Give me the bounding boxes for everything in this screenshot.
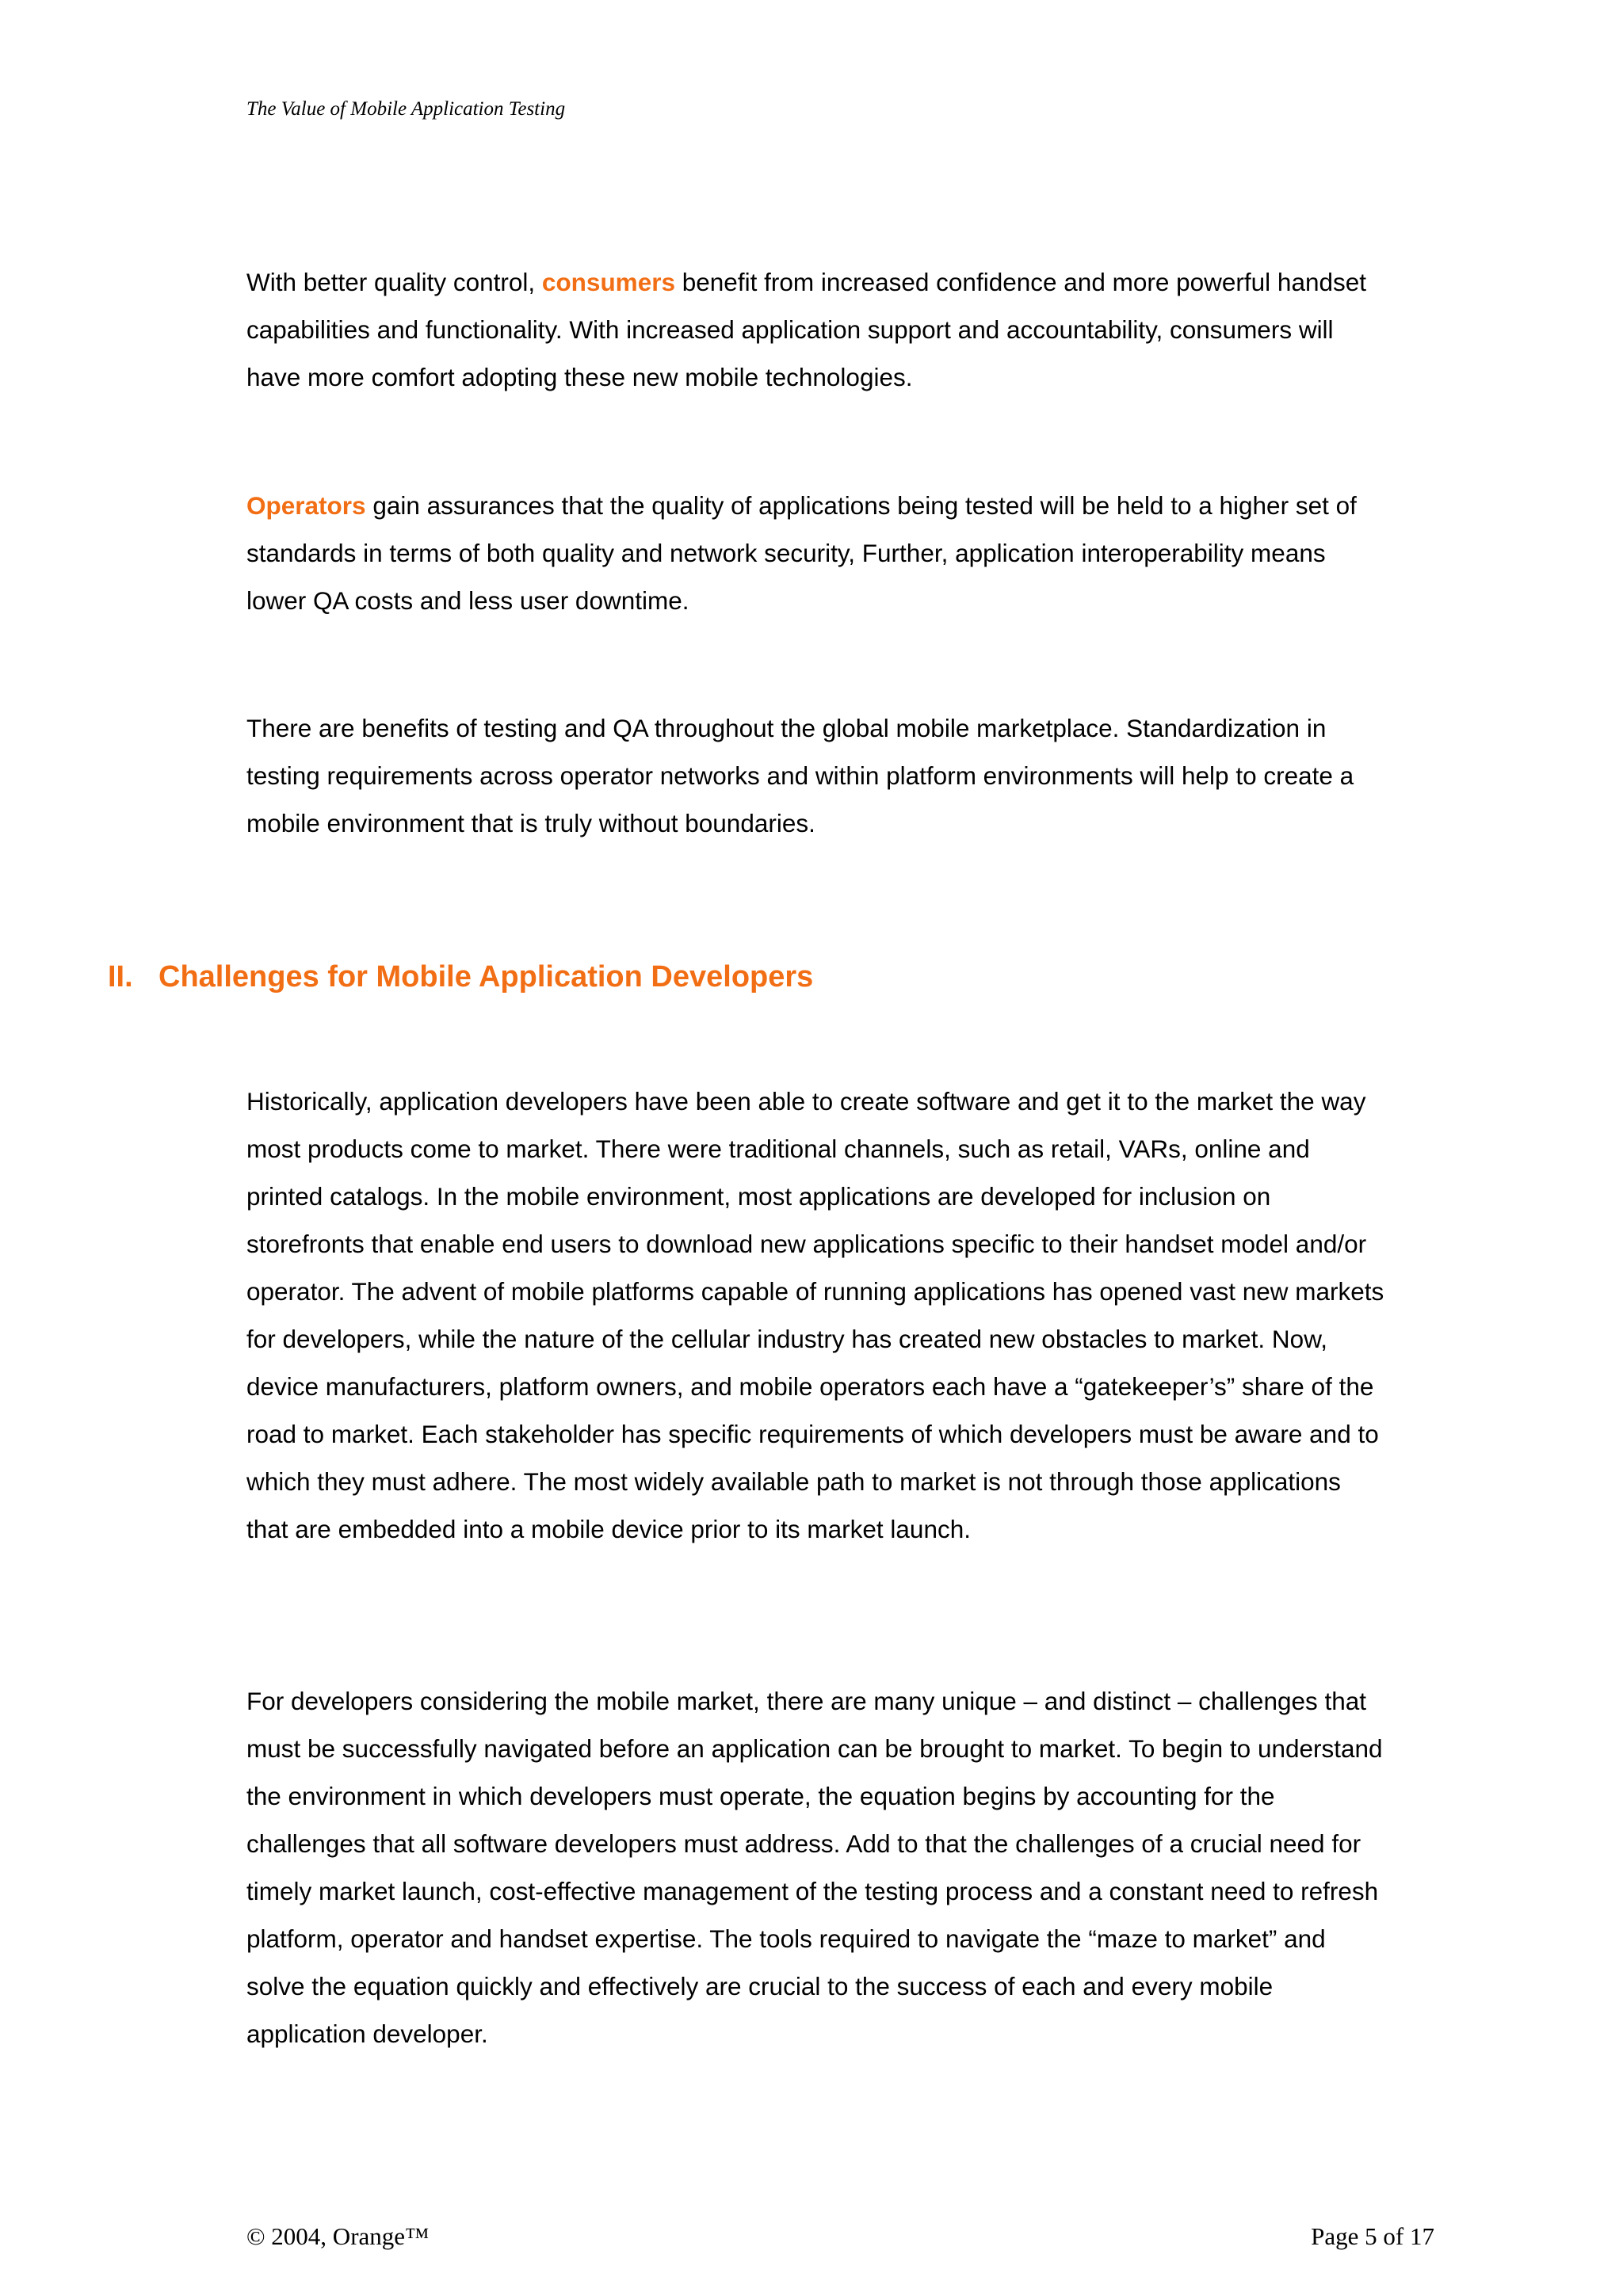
section-number: II. xyxy=(108,960,133,994)
footer-page-number: Page 5 of 17 xyxy=(1311,2222,1434,2250)
paragraph-text: With better quality control, xyxy=(246,268,542,296)
marketplace-paragraph: There are benefits of testing and QA throughout the global mobile marketplace. Standardization in testing requirements across operator networks and within platform environments will help to create a mobile environment that is truly without boundaries. xyxy=(246,714,1354,837)
consumers-highlight: consumers xyxy=(541,268,675,296)
running-header: The Value of Mobile Application Testing xyxy=(246,98,566,120)
paragraph-text: gain assurances that the quality of applications being tested will be held to a higher set of standards in terms of both quality and network security, Further, application interoperability means lower QA costs and less user downtime. xyxy=(246,491,1357,615)
challenges-paragraph: For developers considering the mobile market, there are many unique – and distinct – challenges that must be successfully navigated before an application can be brought to market. To begin to understand the environment in which developers must operate, the equation begins by accounting for the challenges that all software developers must address. Add to that the challenges of a crucial need for timely market launch, cost-effective management of the testing process and a constant need to refresh platform, operator and handset expertise. The tools required to navigate the “maze to market” and solve the equation quickly and effectively are crucial to the success of each and every mobile application developer. xyxy=(246,1687,1383,2048)
section-title: Challenges for Mobile Application Developers xyxy=(158,960,814,994)
history-paragraph: Historically, application developers have been able to create software and get it to the market the way most products come to market. There were traditional channels, such as retail, VARs, online and printed catalogs. In the mobile environment, most applications are developed for inclusion on storefronts that enable end users to download new applications specific to their handset model and/or operator. The advent of mobile platforms capable of running applications has opened vast new markets for developers, while the nature of the cellular industry has created new obstacles to market. Now, device manufacturers, platform owners, and mobile operators each have a “gatekeeper’s” share of the road to market. Each stakeholder has specific requirements of which developers must be aware and to which they must adhere. The most widely available path to market is not through those applications that are embedded into a mobile device prior to its market launch. xyxy=(246,1087,1384,1543)
consumers-paragraph xyxy=(246,258,1388,401)
paragraph-text: benefit from increased confidence and more powerful handset capabilities and functionality. With increased application support and accountability, consumers will have more comfort adopting these new mobile technologies. xyxy=(246,268,1367,391)
operators-paragraph xyxy=(246,482,1388,624)
footer-copyright: © 2004, Orange™ xyxy=(246,2222,430,2250)
operators-highlight: Operators xyxy=(246,491,366,520)
section-heading xyxy=(108,957,813,997)
